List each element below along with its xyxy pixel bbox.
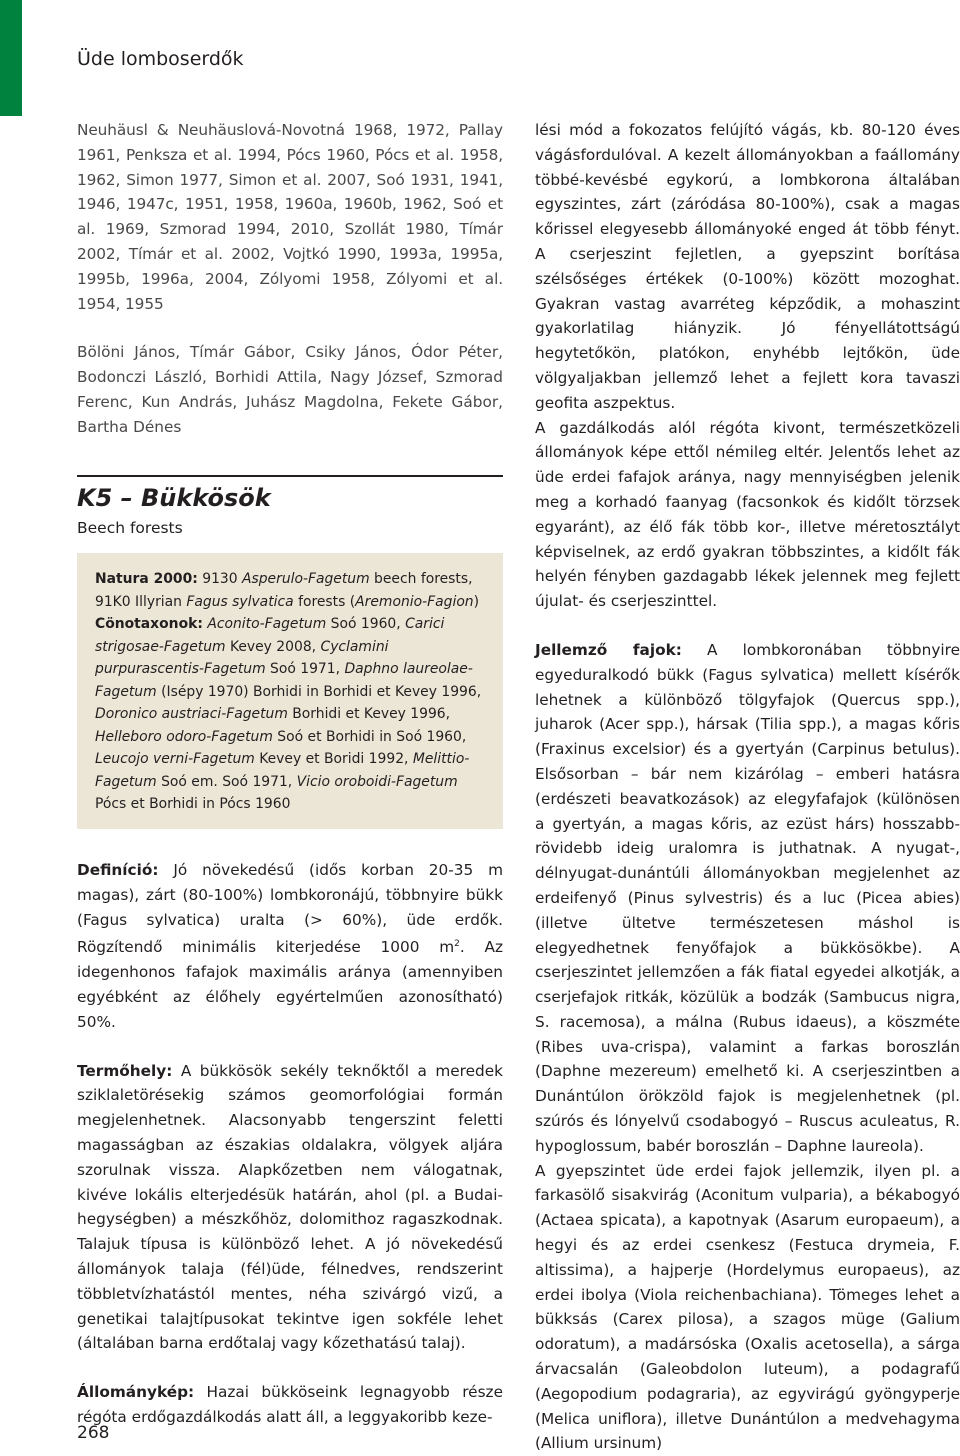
conotaxa-text: Pócs et Borhidi in Pócs 1960: [95, 796, 291, 812]
running-header: Üde lomboserdők: [77, 48, 244, 70]
conotaxon-name: Melittio-Fagetum: [95, 751, 470, 790]
natura-syntaxon: Aremonio-Fagion: [355, 593, 474, 610]
section-rule: [77, 475, 503, 477]
conotaxa-text: Soó em. Soó 1971,: [156, 773, 297, 790]
section-subtitle: Beech forests: [77, 519, 183, 537]
conotaxon-name: Cyclamini purpurascentis-Fagetum: [95, 638, 389, 677]
definition-paragraph: [77, 858, 503, 1035]
natura-syntaxon: Asperulo-Fagetum: [242, 571, 370, 587]
habitat-paragraph: [77, 1059, 503, 1357]
conotaxa-text: Kevey 2008,: [225, 638, 321, 655]
conotaxa-text: Borhidi et Kevey 1996,: [287, 706, 451, 722]
species-paragraph: [535, 638, 960, 1159]
stand-natural-paragraph: A gazdálkodás alól régóta kivont, természetközeli állományok képe ettől némileg eltér. Jelentős lehet az üde erdei fafajok aránya, nagy mennyiségben jelenik meg a korhadó faanyag (facsonkok és kidőlt törzsek egyaránt), az élő fák több kor-, illetve méretosztályt képviselnek, az erdő gyakran többszintes, a kidőlt fák helyén fényben gazdagabb lékek jelennek meg fejlett újulat- és cserjeszinttel.: [535, 418, 960, 611]
stand-text: Hazai bükköseink legnagyobb része régóta erdőgazdálkodás alatt áll, a leggyakoribb keze-: [77, 1383, 503, 1427]
definition-text: Jó növekedésű (idős korban 20-35 m magas), zárt (80-100%) lombkoronájú, többnyire bükk (Fagus sylvatica) uralta (> 60%), üde erdők. Rögzítendő minimális kiterjedése 1000 m: [77, 861, 503, 957]
stand-label: Állománykép:: [77, 1383, 195, 1402]
references-text: Neuhäusl & Neuhäuslová-Novotná 1968, 1972, Pallay 1961, Penksza et al. 1994, Pócs 1960, Pócs et al. 1958, 1962, Simon 1977, Simon et al. 2007, Soó 1931, 1941, 1946, 1947c, 1951, 1958, 1960a, 1960b, 1962, Soó et al. 1969, Szmorad 1994, 2010, Szollát 1980, Tímár 2002, Tímár et al. 2002, Vojtkó 1990, 1993a, 1995a, 1995b, 1996a, 2004, Zólyomi 1958, Zólyomi et al. 1954, 1955: [77, 121, 503, 313]
conotaxa-entry: [95, 613, 485, 816]
page-number: 268: [77, 1423, 110, 1443]
natura-2000-entry: [95, 568, 485, 613]
natura-text: 9130: [197, 571, 242, 587]
conotaxon-name: Vicio oroboidi-Fagetum: [296, 773, 458, 790]
superscript: 2: [454, 939, 460, 950]
conotaxa-text: Soó 1960,: [326, 616, 406, 632]
habitat-text: A bükkösök sekély teknőktől a meredek sziklaletörésekig számos geomorfológiai formán megjelenhetnek. Alacsonyabb tengerszint feletti magasságban az északias oldalakra, völgyek aljára szorulnak vissza. Alapkőzetben nem válogatnak, kivéve lokális elterjedésük határán, ahol (pl. a Budai-hegységben) a mészkőhöz, dolomithoz ragaszkodnak. Talajuk típusa is különböző lehet. A jó növekedésű állományok talaja (fél)üde, félnedves, rendszerint többletvízhatástól mentes, néha szivárgó vizű, a genetikai talajtípusokat tekintve igen sokféle lehet (általában barna erdőtalaj vagy kőzethatású talaj).: [77, 1061, 503, 1353]
herb-layer-paragraph: A gyepszintet üde erdei fajok jellemzik, ilyen pl. a farkasölő sisakvirág (Aconitum vulparia), a békabogyó (Actaea spicata), a kapotnyak (Asarum europaeum), a hegyi és az erdei csenkesz (Festuca drymeia, F. altissima), a hajperje (Hordelymus europaeus), az erdei ibolya (Viola reichenbachiana). Tömeges lehet a bükksás (Carex pilosa), a szagos müge (Galium odoratum), a madársóska (Oxalis acetosella), a sárga árvacsalán (Galeobdolon luteum), a podagrafű (Aegopodium podagraria), az egyvirágú gyöngyperje (Melica uniflora), illetve Dunántúlon a medvehagyma (Allium ursinum): [535, 1161, 960, 1453]
stand-paragraph: [77, 1380, 503, 1430]
conotaxon-name: Carici strigosae-Fagetum: [95, 616, 445, 655]
authors-text: Bölöni János, Tímár Gábor, Csiky János, Ódor Péter, Bodonczi László, Borhidi Attila, Nagy József, Szmorad Ferenc, Kun András, Juhász Magdolna, Fekete Gábor, Bartha Dénes: [77, 343, 503, 436]
conotaxon-name: Leucojo verni-Fagetum: [95, 751, 255, 767]
chapter-color-tab: [0, 0, 22, 116]
classification-box: [77, 553, 503, 829]
conotaxa-label: Cönotaxonok:: [95, 616, 203, 632]
conotaxa-text: Soó et Borhidi in Soó 1960,: [272, 728, 467, 745]
conotaxa-text: (Isépy 1970) Borhidi in Borhidi et Kevey 1996,: [156, 683, 482, 700]
natura-text: forests (: [293, 593, 356, 610]
natura-text: ): [473, 593, 480, 610]
species-text: A lombkoronában többnyire egyeduralkodó bükk (Fagus sylvatica) mellett kísérők lehetnek a különböző tölgyfajok (Quercus spp.), juharok (Acer spp.), hársak (Tilia spp.), a magas kőris (Fraxinus excelsior) és a gyertyán (Carpinus betulus). Elsősorban – bár nem kizárólag – emberi hatásra (erdészeti beavatkozások) az elegyfafajok (különösen a gyertyán, a magas kőris, az ezüst hárs) hosszabb-rövidebb ideig uralomra is juthatnak. A nyugat-, délnyugat-dunántúli állományokban megjelenhet az erdeifenyő (Pinus sylvestris) és a luc (Picea abies) (illetve ültetve természetesen máshol is elegyedhetnek fenyőfajok a bükkösökbe). A cserjeszintet jellemzően a fák fiatal egyedei alkotják, a cserjefajok ritkák, közülük a bodzák (Sambucus nigra, S. racemosa), a málna (Rubus idaeus), a köszméte (Ribes uva-crispa), valamint a farkas boroszlán (Daphne mezereum) emelhető ki. A cserjeszintben a Dunántúlon örökzöld fajok is megjelenhetnek (pl. szúrós és lónyelvű csodabogyó – Ruscus aculeatus, R. hypoglossum, babér boroszlán – Daphne laureola).: [535, 640, 960, 1155]
conotaxon-name: Helleboro odoro-Fagetum: [95, 728, 273, 745]
natura-label: Natura 2000:: [95, 571, 198, 587]
conotaxon-name: Doronico austriaci-Fagetum: [95, 706, 288, 722]
stand-continued: lési mód a fokozatos felújító vágás, kb. 80-120 éves vágásfordulóval. A kezelt állományokban a faállomány többé-kevésbé egykorú, a lombkorona általában egyszintes, zárt (záródása 80-100%), csak a magas kőrissel elegyesebb állományoké enged át több fényt. A cserjeszint fejletlen, a gyepszint borítása szélsőséges értékek (0-100%) között mozoghat. Gyakran vastag avarréteg képződik, a mohaszint gyakorlatilag hiányzik. Jó fényellátottságú hegytetőkön, platókon, enyhébb lejtőkön, üde völgyaljakban jellemző lehet a fejlett kora tavaszi geofita aszpektus.: [535, 121, 960, 412]
conotaxon-name: Aconito-Fagetum: [207, 616, 327, 632]
left-column: [77, 118, 503, 440]
conotaxa-text: Soó 1971,: [265, 661, 345, 677]
definition-text: . Az idegenhonos fafajok maximális aránya (amennyiben egyébként az élőhely egyértelműen azonosítható) 50%.: [77, 938, 503, 1031]
section-title: K5 – Bükkösök: [77, 484, 271, 512]
conotaxa-text: Kevey et Boridi 1992,: [254, 751, 413, 767]
natura-text: beech forests, 91K0 Illyrian: [95, 571, 473, 610]
habitat-label: Termőhely:: [77, 1061, 173, 1080]
right-column: [535, 118, 960, 1456]
conotaxon-name: Daphno laureolae-Fagetum: [95, 661, 473, 700]
left-column-body: [77, 858, 503, 1430]
species-label: Jellemző fajok:: [535, 640, 682, 659]
definition-label: Definíció:: [77, 861, 159, 879]
natura-species: Fagus sylvatica: [186, 593, 294, 610]
